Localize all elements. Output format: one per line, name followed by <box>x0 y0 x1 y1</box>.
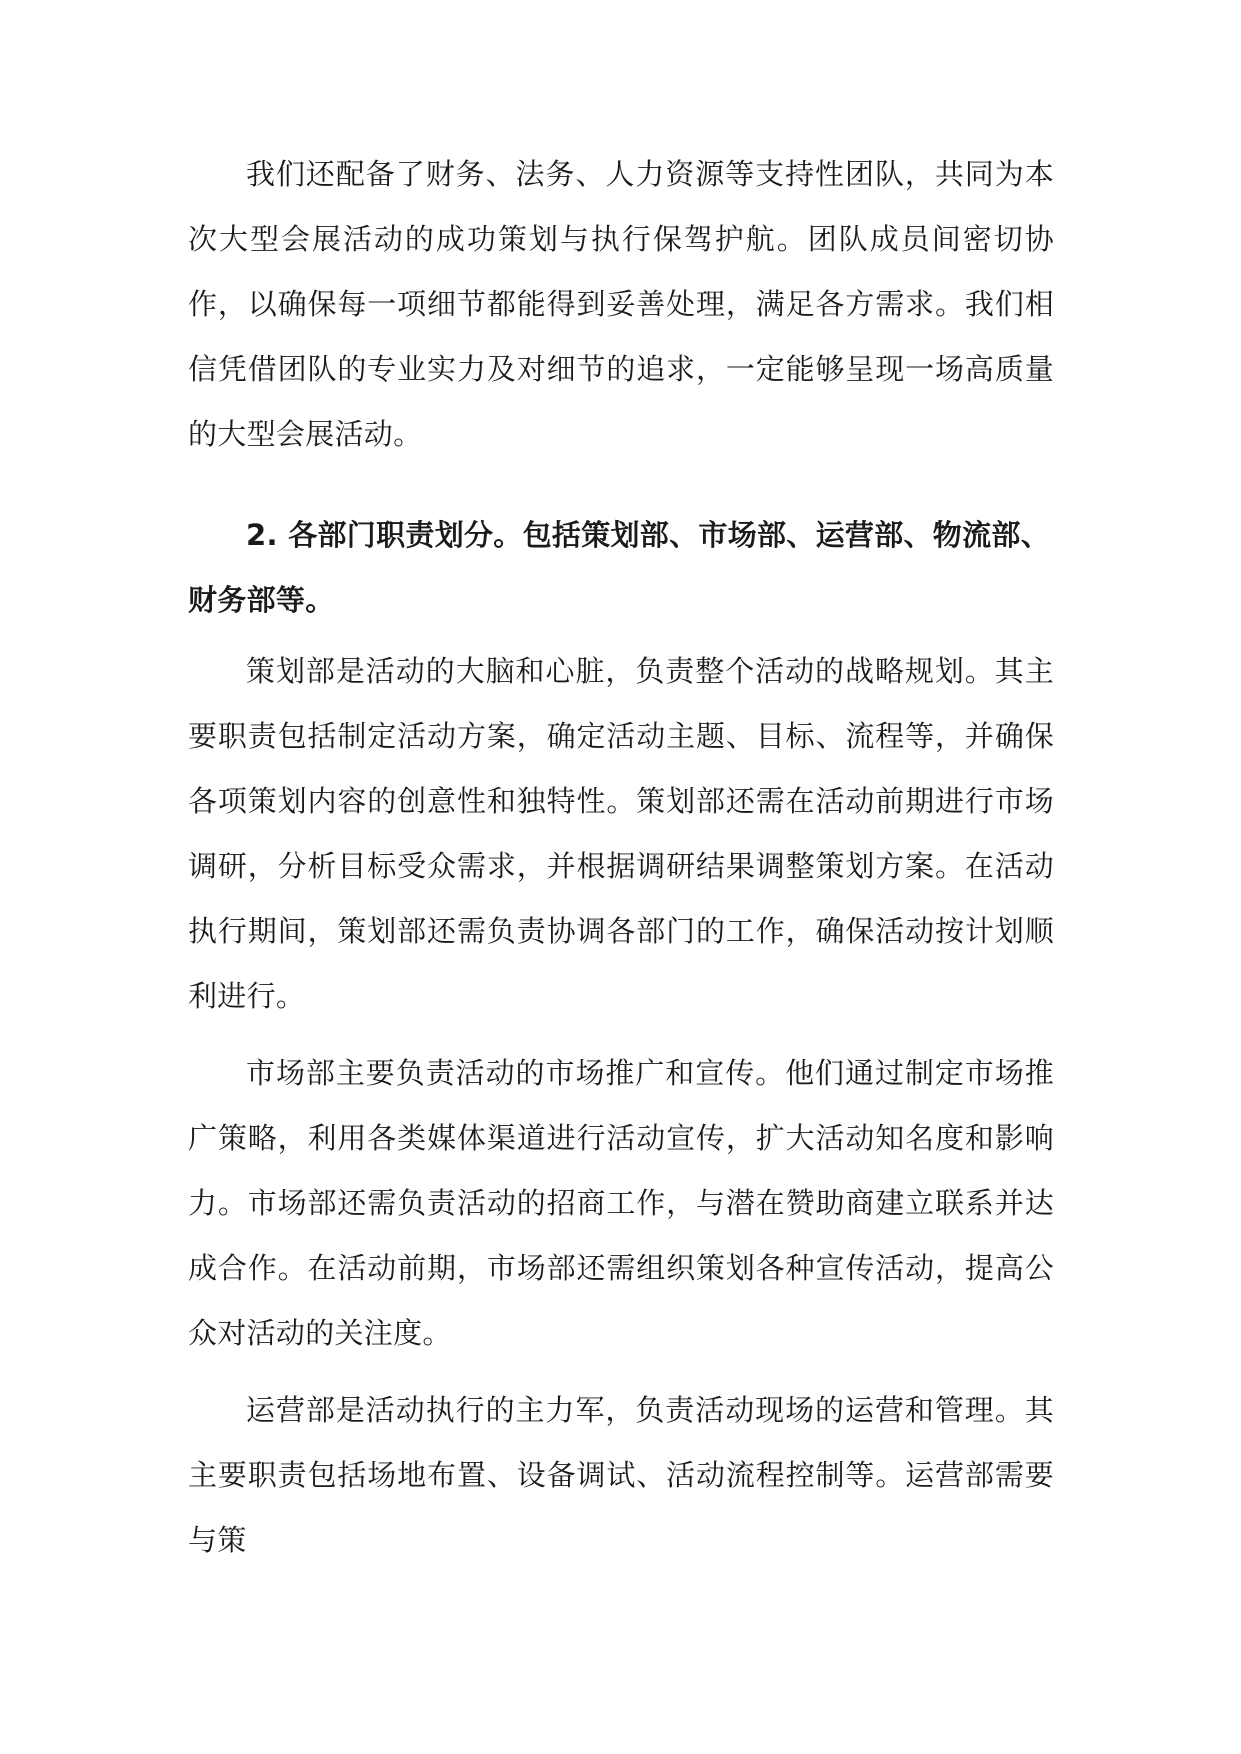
paragraph-support-teams: 我们还配备了财务、法务、人力资源等支持性团队，共同为本次大型会展活动的成功策划与执行保驾护航。团队成员间密切协作，以确保每一项细节都能得到妥善处理，满足各方需求。我们相信凭借团队的专业实力及对细节的追求，一定能够呈现一场高质量的大型会展活动。 <box>188 157 1054 451</box>
section-heading-department-duties: 2. 各部门职责划分。包括策划部、市场部、运营部、物流部、财务部等。 <box>188 518 1050 617</box>
paragraph-planning-dept: 策划部是活动的大脑和心脏，负责整个活动的战略规划。其主要职责包括制定活动方案，确定活动主题、目标、流程等，并确保各项策划内容的创意性和独特性。策划部还需在活动前期进行市场调研，分析目标受众需求，并根据调研结果调整策划方案。在活动执行期间，策划部还需负责协调各部门的工作，确保活动按计划顺利进行。 <box>188 654 1054 1013</box>
paragraph-operations-dept: 运营部是活动执行的主力军，负责活动现场的运营和管理。其主要职责包括场地布置、设备调试、活动流程控制等。运营部需要与策 <box>188 1393 1054 1557</box>
document-body <box>188 142 1054 1573</box>
paragraph-marketing-dept: 市场部主要负责活动的市场推广和宣传。他们通过制定市场推广策略，利用各类媒体渠道进行活动宣传，扩大活动知名度和影响力。市场部还需负责活动的招商工作，与潜在赞助商建立联系并达成合作。在活动前期，市场部还需组织策划各种宣传活动，提高公众对活动的关注度。 <box>188 1056 1054 1350</box>
